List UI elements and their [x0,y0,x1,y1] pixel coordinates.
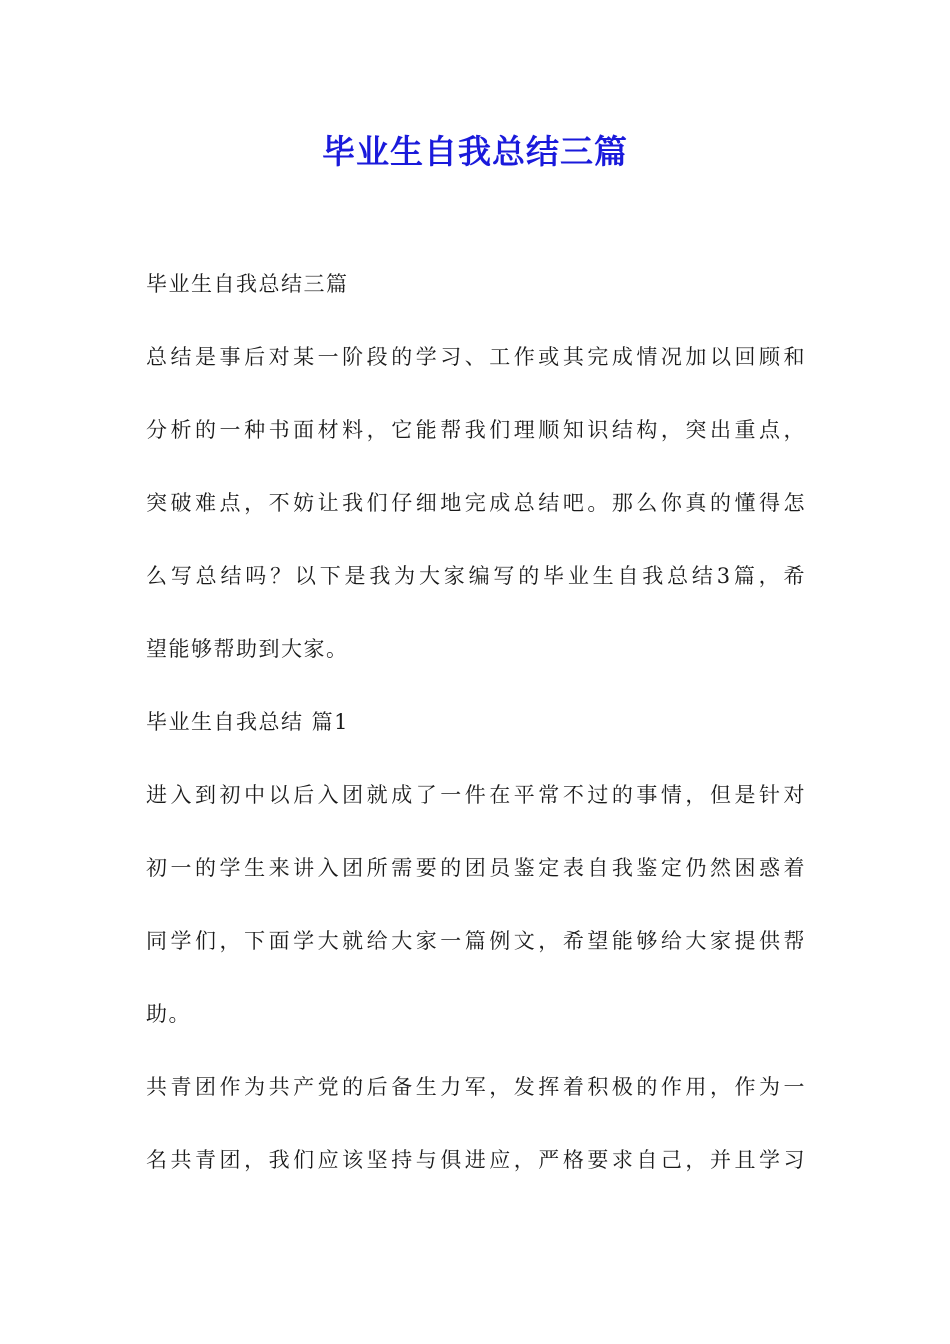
paragraph-line: 总结是事后对某一阶段的学习、工作或其完成情况加以回顾和 [146,345,806,369]
document-body [146,266,806,1215]
paragraph-line: 分析的一种书面材料，它能帮我们理顺知识结构，突出重点， [146,418,806,442]
section-heading: 毕业生自我总结 篇1 [146,710,350,734]
subtitle-line: 毕业生自我总结三篇 [146,272,349,296]
document-title: 毕业生自我总结三篇 [322,132,628,171]
paragraph-line: 助。 [146,1002,191,1026]
paragraph-line: 进入到初中以后入团就成了一件在平常不过的事情，但是针对 [146,783,806,807]
paragraph-line: 共青团作为共产党的后备生力军，发挥着积极的作用，作为一 [146,1075,806,1099]
paragraph-line: 同学们，下面学大就给大家一篇例文，希望能够给大家提供帮 [146,929,806,953]
paragraph-line: 初一的学生来讲入团所需要的团员鉴定表自我鉴定仍然困惑着 [146,856,806,880]
paragraph-line: 名共青团，我们应该坚持与俱进应，严格要求自己，并且学习 [146,1148,806,1172]
paragraph-line: 么写总结吗？以下是我为大家编写的毕业生自我总结3篇，希 [146,564,806,588]
paragraph-line: 望能够帮助到大家。 [146,637,349,661]
paragraph-line: 突破难点，不妨让我们仔细地完成总结吧。那么你真的懂得怎 [146,491,806,515]
